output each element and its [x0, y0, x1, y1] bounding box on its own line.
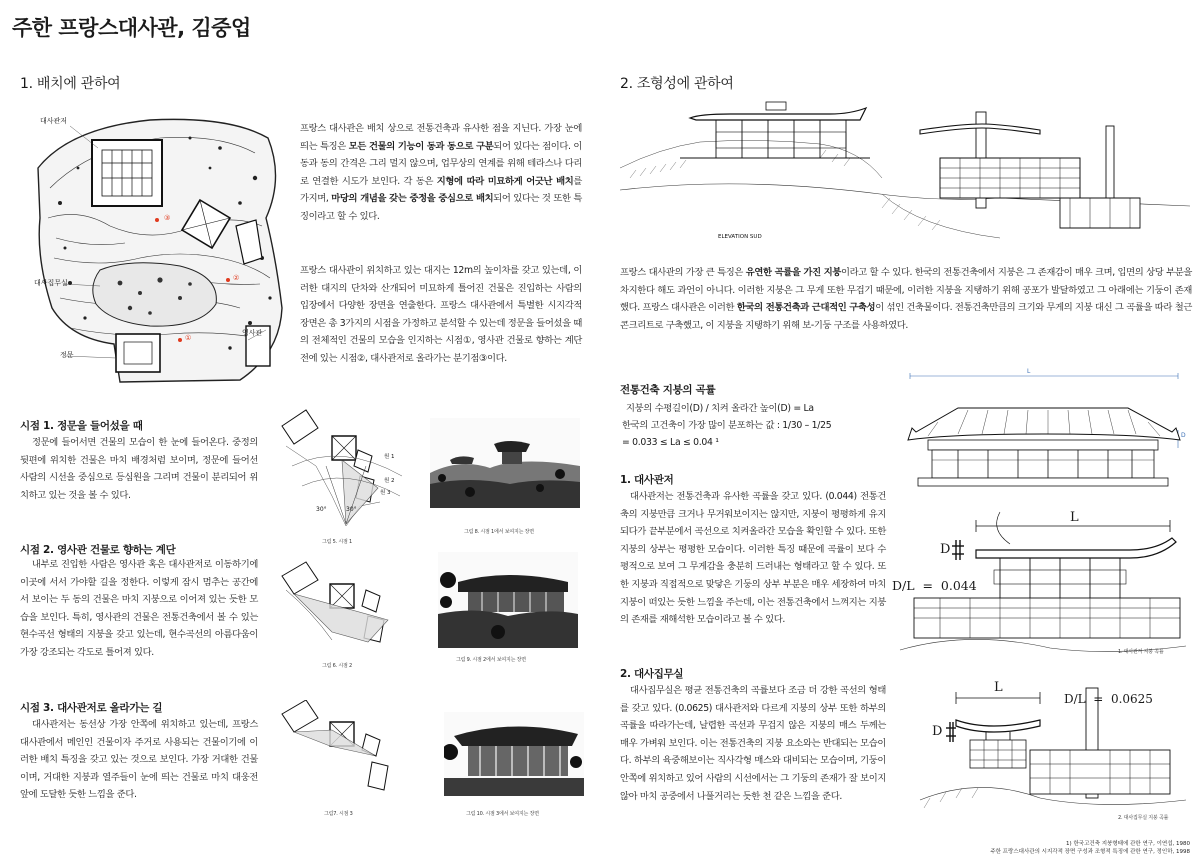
traditional-dim-L: L — [1027, 368, 1031, 375]
ring-label-1: 원 1 — [384, 454, 395, 460]
label-mark-1: ① — [185, 334, 192, 342]
ring-label-3: 원 3 — [380, 490, 391, 496]
office-roof-figure — [890, 680, 1190, 830]
formula-line-1: 지붕의 수평길이(D) / 치켜 올라간 높이(D) = La — [626, 403, 814, 414]
section1-title: 1. 배치에 관하여 — [20, 76, 121, 92]
residence-title: 1. 대사관저 — [620, 474, 674, 486]
viewpoint-1-photo-caption: 그림 8. 시점 1에서 보여지는 장면 — [464, 529, 534, 535]
traditional-roof-figure — [898, 370, 1188, 500]
viewpoint-1-photo — [430, 418, 580, 548]
viewpoint-1-title: 시점 1. 정문을 들어섰을 때 — [20, 420, 143, 432]
office-dim-L: L — [994, 680, 1003, 695]
residence-text: 대사관저는 전통건축과 유사한 곡률을 갖고 있다. (0.044) 전통건축의 지붕만큼 크거나 무거워보이지는 않지만, 지붕이 평평하게 유지되다가 끝부분에서 곡선으로 치켜올라간 모습을 확인할 수 있다. 또한 지붕의 상부는 평평한 모습이다. 이러한 특징 때문에 곡률이 보다 수평적으로 보여 그 무게감을 충분히 드러내는 형태라고 할 수 있다. 또한 지붕과 직접적으로 맞닿은 기둥의 상부 부분은 매우 세장하여 마치 지붕이 떠있는 듯한 느낌을 주는데, 이는 전통건축에서 느껴지는 지붕의 존재를 재해석한 모습이라고 볼 수 있다. — [620, 491, 886, 626]
traditional-dim-D: D — [1181, 432, 1186, 439]
viewpoint-3-title: 시점 3. 대사관저로 올라가는 길 — [20, 702, 163, 714]
page-title: 주한 프랑스대사관, 김중업 — [12, 16, 251, 40]
footnotes — [790, 840, 1190, 856]
label-mark-2: ② — [233, 274, 240, 282]
formula-line-3: = 0.033 ≤ La ≤ 0.04 ¹ — [622, 437, 719, 448]
label-main-gate: 정문 — [60, 351, 74, 359]
residence-roof-figure — [890, 500, 1190, 660]
viewpoint-2-diagram — [272, 560, 412, 670]
roof-curvature-title: 전통건축 지붕의 곡률 — [620, 384, 716, 396]
viewpoint-3-diagram — [272, 700, 412, 820]
roof-curvature-formula — [622, 400, 892, 451]
viewpoint-1-diagram-caption: 그림 5. 시점 1 — [322, 539, 353, 545]
viewpoint-3-dot — [155, 218, 159, 222]
formula-line-2: 한국의 고건축이 가장 많이 분포하는 값 : 1/30 – 1/25 — [622, 420, 832, 431]
viewpoint-2-diagram-caption: 그림 6. 시점 2 — [322, 663, 353, 669]
elevation-drawing — [620, 98, 1190, 248]
viewpoint-1-diagram — [272, 406, 412, 546]
viewpoint-3-photo-caption: 그림 10. 시점 3에서 보여지는 장면 — [466, 811, 539, 817]
site-plan-figure — [30, 108, 288, 386]
residence-dim-D: D — [940, 542, 951, 557]
residence-figure-caption: 1. 대사관저 지붕 곡률 — [1118, 649, 1164, 655]
label-mark-3: ③ — [164, 214, 171, 222]
footnote-1: 1) 한국고건축 지붕형태에 관한 연구, 이연섭, 1980 — [1066, 841, 1190, 847]
viewpoint-3-text: 대사관저는 동선상 가장 안쪽에 위치하고 있는데, 프랑스 대사관에서 메인인 건물이자 주거로 사용되는 건물이기에 이러한 배치 특징을 갖고 있는 것으로 보인다. 가장 거대한 건물이며, 거대한 지붕과 열주들이 눈에 띄는 건물로 마치 대웅전 앞에 도달한 듯한 느낌을 준다. — [20, 719, 258, 801]
residence-ratio: D/L = 0.044 — [892, 578, 977, 593]
residence-dim-L: L — [1070, 510, 1079, 525]
label-residence: 대사관저 — [40, 117, 68, 125]
site-plan-drawing — [30, 108, 288, 386]
viewpoint-2-title: 시점 2. 영사관 건물로 향하는 계단 — [20, 544, 176, 556]
viewpoint-2-dot — [226, 278, 230, 282]
office-dim-D: D — [932, 724, 943, 739]
viewpoint-3-diagram-caption: 그림7. 시점 3 — [324, 811, 353, 817]
viewpoint-1-text: 정문에 들어서면 건물의 모습이 한 눈에 들어온다. 중정의 뒷편에 위치한 건물은 마치 배경처럼 보이며, 정문에 들어선 사람의 시선을 중심으로 등심원을 그리며 건물이 분리되어 위치하고 있는 것을 볼 수 있다. — [20, 437, 258, 501]
section1-paragraph-2: 프랑스 대사관이 위치하고 있는 대지는 12m의 높이차를 갖고 있는데, 이러한 대지의 단차와 산개되어 미묘하게 틀어진 건물은 진입하는 사람의 입장에서 다양한 장면을 연출한다. 프랑스 대사관에서 특별한 시지각적 장면은 총 3가지의 시점을 가정하고 분석할 수 있는데 정문을 들어섰을 때의 전체적인 건물의 모습을 인지하는 시점①, 영사관 건물로 향하는 계단 전에 있는 시점②, 대사관저로 올라가는 분기점③이다. — [300, 265, 582, 364]
viewpoint-3-photo — [444, 712, 584, 820]
label-consulate: 영사관 — [242, 329, 263, 337]
footnote-2: 주한 프랑스대사관의 시지각적 장면 구성과 조형적 특징에 관한 연구, 정인하, 1998 — [990, 849, 1190, 855]
viewpoint-2-photo-caption: 그림 9. 시점 2에서 보여지는 장면 — [456, 657, 526, 663]
section2-paragraph-1: 프랑스 대사관의 가장 큰 특징은 유연한 곡률을 가진 지붕이라고 할 수 있다. 한국의 전통건축에서 지붕은 그 존재감이 매우 크며, 입면의 상당 부분을 차지한다 해도 과언이 아니다. 이러한 지붕은 그 무게 또한 무겁기 때문에, 이러한 지붕을 지탱하기 위해 공포가 발달하였고 그 아래에는 기둥이 존재했다. 프랑스 대사관은 이러한 한국의 전통건축과 근대적인 구축성이 섞인 건축물이다. 전통건축만큼의 크기와 무게의 지붕 대신 그 곡률을 따라 철근콘크리트로 구축했고, 이 지붕을 지탱하기 위해 보-기둥 구조를 사용하였다. — [620, 267, 1192, 331]
office-figure-caption: 2. 대사집무실 지붕 곡률 — [1118, 815, 1169, 821]
office-title: 2. 대사집무실 — [620, 668, 684, 680]
section1-paragraph-1: 프랑스 대사관은 배치 상으로 전통건축과 유사한 점을 지닌다. 가장 눈에 띄는 특징은 모든 건물의 기능이 동과 동으로 구분되어 있다는 점이다. 이 동과 동의 간격은 그리 멀지 않으며, 업무상의 연계를 위해 테라스나 다리로 연결한 시도가 보인다. 각 동은 지형에 따라 미묘하게 어긋난 배치를 가지며, 마당의 개념을 갖는 중정을 중심으로 배치되어 있다는 것 또한 특징이라고 할 수 있다. — [300, 123, 582, 222]
elevation-label: ELEVATION SUD — [718, 234, 762, 240]
viewpoint-2-text: 내부로 진입한 사람은 영사관 혹은 대사관저로 이동하기에 이곳에 서서 가야할 길을 정한다. 이렇게 잠시 멈추는 공간에서 보이는 두 동의 건물은 마치 지붕으로 이어져 있는 듯한 모습을 보인다. 특히, 영사관의 건물은 전통건축에서 볼 수 있는 현수곡선 형태의 지붕을 갖고 있는데, 현수곡선의 아름다움이 가장 강조되는 각도로 틀어져 있다. — [20, 559, 258, 658]
angle-label-a: 30° — [316, 506, 327, 513]
viewpoint-1-dot — [178, 338, 182, 342]
viewpoint-2-photo — [438, 552, 578, 670]
office-text: 대사집무실은 평균 전통건축의 곡률보다 조금 더 강한 곡선의 형태를 갖고 있다. (0.0625) 대사관저와 다르게 지붕의 상부 또한 하부의 곡률을 따라가는데, 날렵한 곡선과 무겁지 않은 지붕의 매스 두께는 매우 가벼워 보인다. 이는 전통건축의 지붕 요소와는 반대되는 모습이다. 하부의 육중해보이는 직사각형 매스와 대비되는 모습이며, 기둥이 안쪽에 위치하고 있어 사람의 시선에서는 그 기둥의 존재가 잘 보이지 않아 마치 공중에서 나풀거리는 듯한 천 같은 느낌을 준다. — [620, 685, 886, 802]
ring-label-2: 원 2 — [384, 478, 395, 484]
section2-title: 2. 조형성에 관하여 — [620, 76, 734, 92]
angle-label-b: 30° — [346, 506, 357, 513]
label-office: 대사집무실 — [34, 279, 68, 287]
office-ratio: D/L = 0.0625 — [1064, 692, 1153, 706]
